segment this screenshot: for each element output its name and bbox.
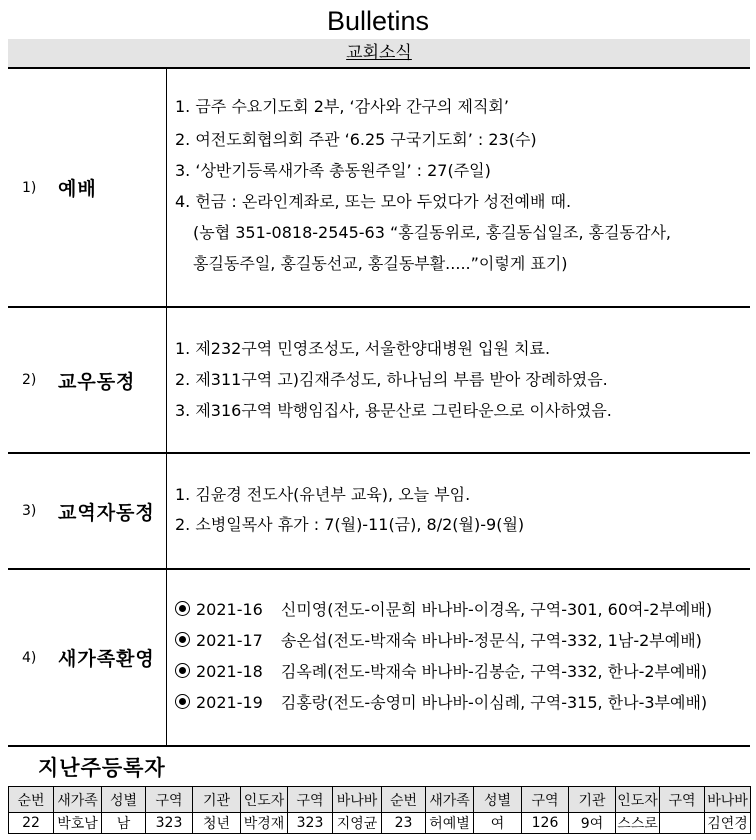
table-cell: 126 [522,813,569,834]
list-item: 2. 소병일목사 휴가 : 7(월)-11(금), 8/2(월)-9(월) [175,515,525,534]
section-member-news [8,308,750,454]
section-content [167,454,750,568]
section-label [8,308,167,452]
list-item [175,692,707,714]
radio-bullet-icon [175,601,190,616]
section-heading: 교우동정 [58,370,136,393]
header-cell: 바나바 [333,787,382,813]
table-cell: 22 [9,813,54,834]
section-label [8,69,167,306]
entry-id: 2021-17 [196,631,263,650]
section-number: 3) [22,503,37,519]
header-cell: 구역 [146,787,193,813]
header-cell: 인도자 [241,787,288,813]
section-content [167,570,750,745]
list-item: 3. 제316구역 박행임집사, 용문산로 그린타운으로 이사하였음. [175,401,612,420]
page-title: Bulletins [326,6,430,36]
radio-bullet-icon [175,694,190,709]
table-cell: 지영균 [333,813,382,834]
table-cell: 남 [102,813,146,834]
header-cell: 새가족 [54,787,102,813]
table-cell: 허예별 [426,813,474,834]
section-heading: 교역자동정 [58,501,155,524]
table-cell: 박호남 [54,813,102,834]
header-cell: 성별 [102,787,146,813]
header-cell: 구역 [288,787,333,813]
entry-text: 송온섭(전도-박재숙 바나바-정문식, 구역-332, 1남-2부예배) [280,631,702,650]
table-cell: 스스로 [616,813,660,834]
table-cell: 323 [146,813,193,834]
section-staff-news [8,454,750,570]
registrants-title: 지난주등록자 [38,756,166,780]
header-cell: 구역 [522,787,569,813]
list-item-continuation: (농협 351-0818-2545-63 “홍길동위로, 홍길동십일조, 홍길동감사, [193,223,671,242]
section-label [8,454,167,568]
table-cell: 청년 [193,813,241,834]
table-header-row [9,787,751,813]
section-heading: 예배 [58,178,97,200]
section-heading: 새가족환영 [58,648,155,670]
list-item: 2. 제311구역 고)김재주성도, 하나님의 부름 받아 장례하였음. [175,370,608,389]
entry-text: 김홍랑(전도-송영미 바나바-이심례, 구역-315, 한나-3부예배) [280,693,708,712]
header-cell: 구역 [660,787,705,813]
band-title: 교회소식 [346,43,412,63]
radio-bullet-icon [175,632,190,647]
list-item: 3. ‘상반기등록새가족 총동원주일’ : 27(주일) [175,161,491,180]
list-item: 2. 여전도회협의회 주관 ‘6.25 구국기도회’ : 23(수) [175,130,537,149]
section-label [8,570,167,745]
section-worship [8,69,750,308]
radio-bullet-icon [175,663,190,678]
list-item: 1. 김윤경 전도사(유년부 교육), 오늘 부임. [175,485,471,504]
section-number: 2) [22,372,37,388]
header-cell: 성별 [474,787,522,813]
list-item: 1. 금주 수요기도회 2부, ‘감사와 간구의 제직회’ [175,97,509,116]
header-cell: 기관 [569,787,616,813]
entry-id: 2021-18 [196,662,263,681]
header-cell: 순번 [382,787,426,813]
entry-id: 2021-19 [196,693,263,712]
registrants-table [8,786,751,834]
list-item-continuation: 홍길동주일, 홍길동선교, 홍길동부활.....”이렇게 표기) [193,254,568,273]
section-number: 1) [22,179,37,196]
entry-text: 김옥례(전도-박재숙 바나바-김봉순, 구역-332, 한나-2부예배) [280,662,708,681]
table-row [9,813,751,834]
list-item: 1. 제232구역 민영조성도, 서울한양대병원 입원 치료. [175,339,551,358]
header-cell: 인도자 [616,787,660,813]
list-item [175,599,712,621]
section-new-family [8,570,750,747]
list-item [175,661,707,683]
table-cell: 김연경 [705,813,751,834]
section-content [167,69,750,306]
header-cell: 순번 [9,787,54,813]
section-number: 4) [22,649,37,666]
table-cell: 박경재 [241,813,288,834]
section-content [167,308,750,452]
list-item [175,630,702,652]
section-band [8,39,750,69]
header-cell: 바나바 [705,787,751,813]
table-cell: 23 [382,813,426,834]
header-cell: 기관 [193,787,241,813]
table-cell: 323 [288,813,333,834]
entry-id: 2021-16 [196,600,263,619]
entry-text: 신미영(전도-이문희 바나바-이경옥, 구역-301, 60여-2부예배) [280,600,713,619]
list-item: 4. 헌금 : 온라인계좌로, 또는 모아 두었다가 성전예배 때. [175,192,572,211]
header-cell: 새가족 [426,787,474,813]
table-cell: 9여 [569,813,616,834]
table-cell: 여 [474,813,522,834]
table-cell [660,813,705,834]
